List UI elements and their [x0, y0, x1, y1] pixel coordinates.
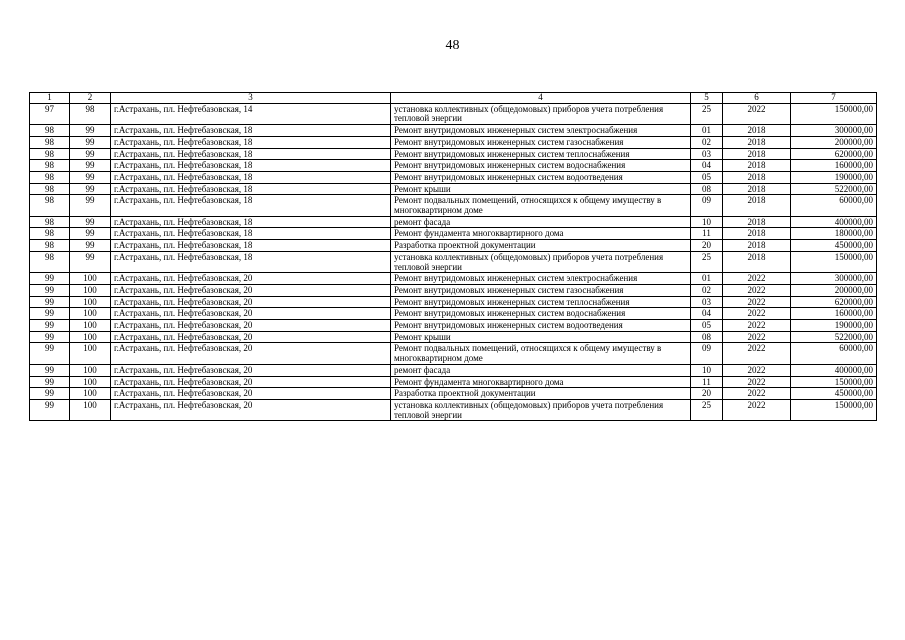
cell-year: 2022	[723, 284, 791, 296]
cell-work-code: 25	[691, 251, 723, 272]
cell-work-code: 20	[691, 240, 723, 252]
cell-year: 2018	[723, 171, 791, 183]
cell-address: г.Астрахань, пл. Нефтебазовская, 20	[111, 320, 391, 332]
cell-year: 2022	[723, 103, 791, 124]
cell-work-code: 10	[691, 364, 723, 376]
cell-year: 2022	[723, 308, 791, 320]
cell-year: 2018	[723, 183, 791, 195]
cell-year: 2022	[723, 273, 791, 285]
cell-house-number: 100	[70, 331, 111, 343]
cell-row-number: 98	[30, 160, 70, 172]
cell-address: г.Астрахань, пл. Нефтебазовская, 14	[111, 103, 391, 124]
cell-address: г.Астрахань, пл. Нефтебазовская, 20	[111, 331, 391, 343]
cell-work-type: Ремонт внутридомовых инженерных систем газоснабжения	[391, 284, 691, 296]
cell-row-number: 98	[30, 251, 70, 272]
cell-address: г.Астрахань, пл. Нефтебазовская, 18	[111, 125, 391, 137]
cell-cost: 150000,00	[791, 251, 877, 272]
cell-address: г.Астрахань, пл. Нефтебазовская, 20	[111, 364, 391, 376]
cell-year: 2018	[723, 195, 791, 216]
cell-house-number: 99	[70, 125, 111, 137]
cell-cost: 200000,00	[791, 136, 877, 148]
cell-year: 2018	[723, 251, 791, 272]
cell-year: 2018	[723, 160, 791, 172]
table-row	[30, 171, 877, 183]
cell-year: 2018	[723, 228, 791, 240]
cell-row-number: 98	[30, 148, 70, 160]
cell-house-number: 100	[70, 320, 111, 332]
cell-year: 2022	[723, 399, 791, 420]
table-row	[30, 388, 877, 400]
cell-work-type: установка коллективных (общедомовых) приборов учета потребления тепловой энергии	[391, 103, 691, 124]
cell-house-number: 99	[70, 148, 111, 160]
cell-cost: 522000,00	[791, 183, 877, 195]
table-row	[30, 399, 877, 420]
cell-cost: 450000,00	[791, 388, 877, 400]
cell-house-number: 99	[70, 183, 111, 195]
cell-row-number: 99	[30, 343, 70, 364]
cell-address: г.Астрахань, пл. Нефтебазовская, 18	[111, 183, 391, 195]
cell-work-type: Разработка проектной документации	[391, 388, 691, 400]
cell-address: г.Астрахань, пл. Нефтебазовская, 20	[111, 343, 391, 364]
cell-house-number: 99	[70, 251, 111, 272]
cell-address: г.Астрахань, пл. Нефтебазовская, 18	[111, 148, 391, 160]
cell-work-type: ремонт фасада	[391, 216, 691, 228]
cell-row-number: 99	[30, 308, 70, 320]
cell-house-number: 99	[70, 136, 111, 148]
cell-work-type: Ремонт крыши	[391, 331, 691, 343]
cell-house-number: 100	[70, 308, 111, 320]
cell-address: г.Астрахань, пл. Нефтебазовская, 18	[111, 171, 391, 183]
cell-work-code: 10	[691, 216, 723, 228]
cell-year: 2022	[723, 296, 791, 308]
table-row	[30, 343, 877, 364]
cell-house-number: 99	[70, 160, 111, 172]
cell-work-code: 04	[691, 160, 723, 172]
cell-cost: 190000,00	[791, 320, 877, 332]
cell-work-type: Ремонт фундамента многоквартирного дома	[391, 376, 691, 388]
table-row	[30, 364, 877, 376]
cell-work-code: 04	[691, 308, 723, 320]
cell-cost: 200000,00	[791, 284, 877, 296]
cell-cost: 400000,00	[791, 216, 877, 228]
cell-address: г.Астрахань, пл. Нефтебазовская, 18	[111, 251, 391, 272]
cell-year: 2018	[723, 148, 791, 160]
cell-cost: 150000,00	[791, 103, 877, 124]
cell-row-number: 99	[30, 388, 70, 400]
cell-work-type: Ремонт внутридомовых инженерных систем водоснабжения	[391, 160, 691, 172]
cell-address: г.Астрахань, пл. Нефтебазовская, 20	[111, 296, 391, 308]
cell-work-type: Ремонт внутридомовых инженерных систем теплоснабжения	[391, 296, 691, 308]
column-header: 3	[111, 93, 391, 104]
cell-address: г.Астрахань, пл. Нефтебазовская, 20	[111, 388, 391, 400]
table-body	[30, 103, 877, 421]
table-row	[30, 148, 877, 160]
cell-work-code: 01	[691, 273, 723, 285]
cell-work-code: 08	[691, 331, 723, 343]
cell-house-number: 100	[70, 376, 111, 388]
cell-house-number: 100	[70, 388, 111, 400]
cell-cost: 180000,00	[791, 228, 877, 240]
cell-work-code: 02	[691, 136, 723, 148]
cell-work-code: 03	[691, 148, 723, 160]
cell-work-type: установка коллективных (общедомовых) приборов учета потребления тепловой энергии	[391, 399, 691, 420]
cell-row-number: 99	[30, 331, 70, 343]
cell-work-type: Ремонт подвальных помещений, относящихся к общему имуществу в многоквартирном доме	[391, 195, 691, 216]
cell-house-number: 99	[70, 240, 111, 252]
cell-house-number: 100	[70, 364, 111, 376]
cell-year: 2022	[723, 331, 791, 343]
cell-house-number: 99	[70, 216, 111, 228]
cell-work-type: Разработка проектной документации	[391, 240, 691, 252]
cell-work-code: 09	[691, 195, 723, 216]
cell-work-code: 11	[691, 376, 723, 388]
cell-work-code: 08	[691, 183, 723, 195]
cell-year: 2022	[723, 320, 791, 332]
column-header: 2	[70, 93, 111, 104]
cell-year: 2018	[723, 125, 791, 137]
table-row	[30, 296, 877, 308]
cell-address: г.Астрахань, пл. Нефтебазовская, 18	[111, 216, 391, 228]
cell-year: 2022	[723, 364, 791, 376]
cell-year: 2018	[723, 216, 791, 228]
cell-work-type: Ремонт внутридомовых инженерных систем водоотведения	[391, 171, 691, 183]
cell-address: г.Астрахань, пл. Нефтебазовская, 18	[111, 195, 391, 216]
cell-address: г.Астрахань, пл. Нефтебазовская, 20	[111, 273, 391, 285]
cell-work-type: Ремонт крыши	[391, 183, 691, 195]
column-header: 5	[691, 93, 723, 104]
cell-work-type: Ремонт подвальных помещений, относящихся к общему имуществу в многоквартирном доме	[391, 343, 691, 364]
cell-row-number: 98	[30, 183, 70, 195]
table-row	[30, 125, 877, 137]
table-row	[30, 136, 877, 148]
cell-row-number: 99	[30, 296, 70, 308]
cell-row-number: 99	[30, 364, 70, 376]
table-row	[30, 376, 877, 388]
cell-year: 2018	[723, 136, 791, 148]
cell-work-type: Ремонт внутридомовых инженерных систем газоснабжения	[391, 136, 691, 148]
cell-work-code: 11	[691, 228, 723, 240]
cell-address: г.Астрахань, пл. Нефтебазовская, 18	[111, 160, 391, 172]
cell-cost: 190000,00	[791, 171, 877, 183]
cell-work-type: установка коллективных (общедомовых) приборов учета потребления тепловой энергии	[391, 251, 691, 272]
cell-work-code: 25	[691, 103, 723, 124]
cell-cost: 300000,00	[791, 125, 877, 137]
page-number: 48	[445, 38, 460, 53]
cell-year: 2022	[723, 376, 791, 388]
cell-address: г.Астрахань, пл. Нефтебазовская, 20	[111, 308, 391, 320]
column-header: 6	[723, 93, 791, 104]
cell-cost: 60000,00	[791, 343, 877, 364]
cell-address: г.Астрахань, пл. Нефтебазовская, 20	[111, 376, 391, 388]
cell-cost: 620000,00	[791, 148, 877, 160]
cell-address: г.Астрахань, пл. Нефтебазовская, 18	[111, 136, 391, 148]
cell-cost: 620000,00	[791, 296, 877, 308]
cell-row-number: 99	[30, 320, 70, 332]
cell-house-number: 100	[70, 296, 111, 308]
cell-row-number: 98	[30, 195, 70, 216]
cell-row-number: 99	[30, 376, 70, 388]
cell-cost: 300000,00	[791, 273, 877, 285]
cell-row-number: 98	[30, 171, 70, 183]
table-row	[30, 183, 877, 195]
cell-cost: 150000,00	[791, 376, 877, 388]
cell-work-code: 20	[691, 388, 723, 400]
cell-cost: 450000,00	[791, 240, 877, 252]
column-header: 4	[391, 93, 691, 104]
cell-address: г.Астрахань, пл. Нефтебазовская, 20	[111, 284, 391, 296]
table-row	[30, 240, 877, 252]
cell-work-code: 01	[691, 125, 723, 137]
table-row	[30, 308, 877, 320]
cell-house-number: 100	[70, 273, 111, 285]
cell-cost: 60000,00	[791, 195, 877, 216]
capital-repair-table	[29, 92, 877, 421]
cell-year: 2022	[723, 388, 791, 400]
cell-house-number: 99	[70, 171, 111, 183]
cell-work-code: 25	[691, 399, 723, 420]
table-header	[30, 93, 877, 104]
header-row	[30, 93, 877, 104]
column-header: 1	[30, 93, 70, 104]
column-header: 7	[791, 93, 877, 104]
cell-work-type: Ремонт внутридомовых инженерных систем водоснабжения	[391, 308, 691, 320]
cell-house-number: 98	[70, 103, 111, 124]
cell-address: г.Астрахань, пл. Нефтебазовская, 20	[111, 399, 391, 420]
cell-cost: 522000,00	[791, 331, 877, 343]
table-row	[30, 103, 877, 124]
cell-work-type: Ремонт внутридомовых инженерных систем теплоснабжения	[391, 148, 691, 160]
cell-work-type: Ремонт внутридомовых инженерных систем водоотведения	[391, 320, 691, 332]
cell-work-type: Ремонт фундамента многоквартирного дома	[391, 228, 691, 240]
table-row	[30, 160, 877, 172]
cell-row-number: 99	[30, 399, 70, 420]
table-row	[30, 273, 877, 285]
table-row	[30, 331, 877, 343]
table-row	[30, 251, 877, 272]
cell-row-number: 97	[30, 103, 70, 124]
table-row	[30, 195, 877, 216]
cell-house-number: 99	[70, 228, 111, 240]
cell-work-code: 05	[691, 320, 723, 332]
cell-work-code: 03	[691, 296, 723, 308]
table-row	[30, 284, 877, 296]
cell-cost: 160000,00	[791, 160, 877, 172]
cell-work-type: ремонт фасада	[391, 364, 691, 376]
cell-work-code: 05	[691, 171, 723, 183]
table-row	[30, 216, 877, 228]
cell-row-number: 98	[30, 136, 70, 148]
cell-house-number: 100	[70, 399, 111, 420]
cell-row-number: 98	[30, 228, 70, 240]
cell-work-type: Ремонт внутридомовых инженерных систем электроснабжения	[391, 273, 691, 285]
cell-cost: 150000,00	[791, 399, 877, 420]
cell-row-number: 99	[30, 284, 70, 296]
cell-year: 2022	[723, 343, 791, 364]
cell-work-type: Ремонт внутридомовых инженерных систем электроснабжения	[391, 125, 691, 137]
cell-row-number: 98	[30, 240, 70, 252]
cell-row-number: 98	[30, 125, 70, 137]
table-row	[30, 320, 877, 332]
cell-row-number: 98	[30, 216, 70, 228]
cell-address: г.Астрахань, пл. Нефтебазовская, 18	[111, 240, 391, 252]
cell-house-number: 100	[70, 284, 111, 296]
cell-cost: 400000,00	[791, 364, 877, 376]
cell-year: 2018	[723, 240, 791, 252]
cell-row-number: 99	[30, 273, 70, 285]
cell-house-number: 100	[70, 343, 111, 364]
cell-house-number: 99	[70, 195, 111, 216]
table-row	[30, 228, 877, 240]
cell-cost: 160000,00	[791, 308, 877, 320]
cell-work-code: 02	[691, 284, 723, 296]
cell-work-code: 09	[691, 343, 723, 364]
cell-address: г.Астрахань, пл. Нефтебазовская, 18	[111, 228, 391, 240]
